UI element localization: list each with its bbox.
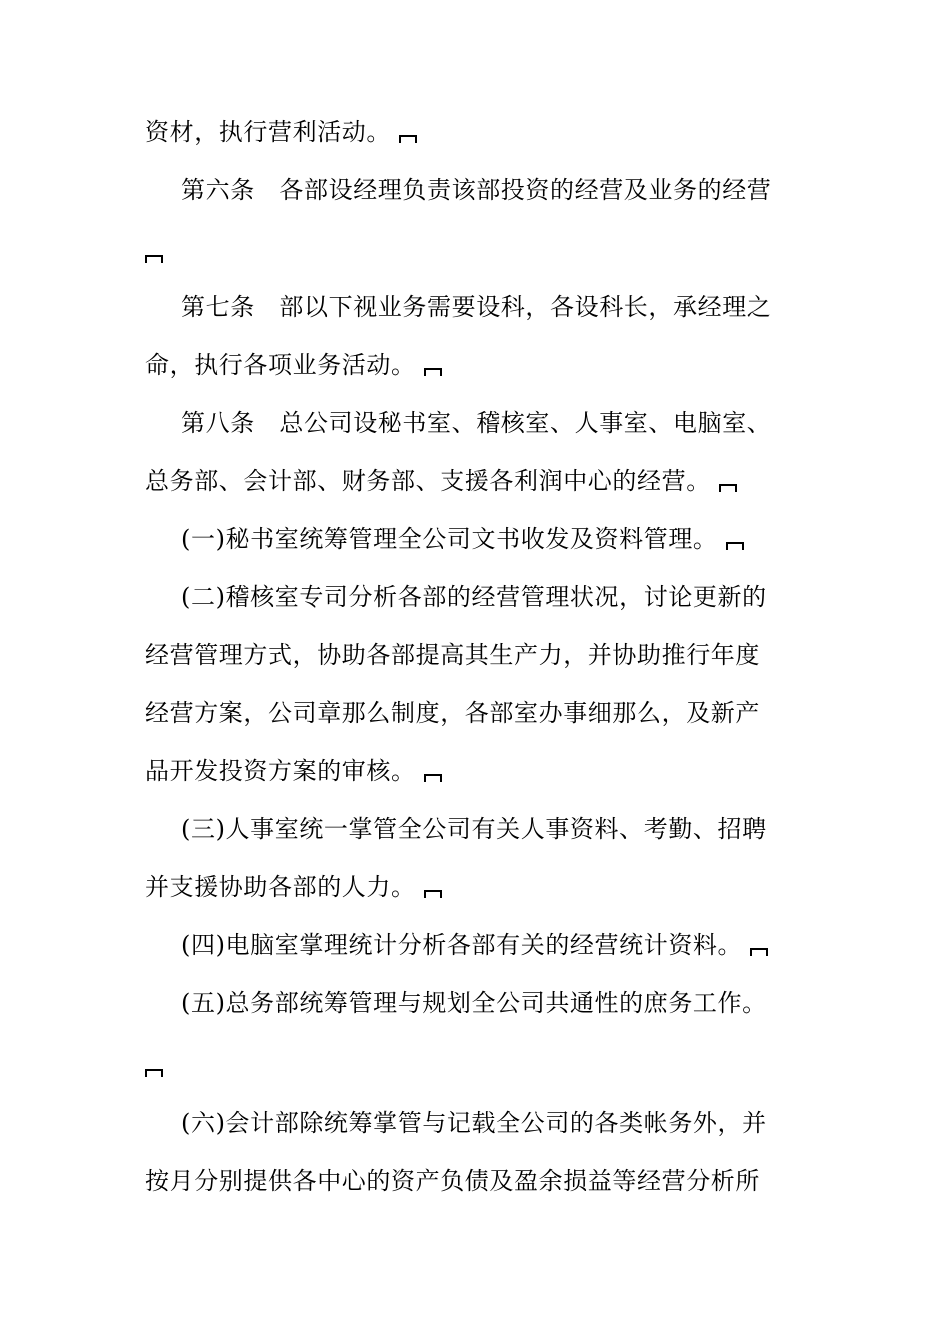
paragraph-mark-icon xyxy=(145,1066,165,1078)
text-line: 命，执行各项业务活动。 xyxy=(145,345,444,385)
text-line: 总务部、会计部、财务部、支援各利润中心的经营。 xyxy=(145,461,739,501)
text-line xyxy=(145,232,165,272)
article-eight: 第八条 总公司设秘书室、稽核室、人事室、电脑室、 xyxy=(181,409,772,437)
paragraph-mark-icon xyxy=(750,945,770,957)
paragraph-mark-icon xyxy=(424,887,444,899)
item-two: (二)稽核室专司分析各部的经营管理状况，讨论更新的 xyxy=(181,583,767,611)
article-six: 第六条 各部设经理负责该部投资的经营及业务的经营 xyxy=(181,176,772,204)
text-line: 并支援协助各部的人力。 xyxy=(145,867,444,907)
item-four: (四)电脑室掌理统计分析各部有关的经营统计资料。 xyxy=(181,925,770,965)
text-line: 经营方案，公司章那么制度，各部室办事细那么，及新产 xyxy=(145,699,760,727)
text-line: 品开发投资方案的审核。 xyxy=(145,751,444,791)
item-five: (五)总务部统筹管理与规划全公司共通性的庶务工作。 xyxy=(181,989,767,1017)
item-one: (一)秘书室统筹管理全公司文书收发及资料管理。 xyxy=(181,519,746,559)
item-three: (三)人事室统一掌管全公司有关人事资料、考勤、招聘 xyxy=(181,815,767,843)
paragraph-mark-icon xyxy=(399,132,419,144)
article-seven: 第七条 部以下视业务需要设科，各设科长，承经理之 xyxy=(181,293,772,321)
text-line xyxy=(145,1046,165,1086)
paragraph-mark-icon xyxy=(424,365,444,377)
text-line: 资材，执行营利活动。 xyxy=(145,112,419,152)
text-line: 按月分别提供各中心的资产负债及盈余损益等经营分析所 xyxy=(145,1167,760,1195)
paragraph-mark-icon xyxy=(719,481,739,493)
item-six: (六)会计部除统筹掌管与记载全公司的各类帐务外，并 xyxy=(181,1109,767,1137)
paragraph-mark-icon xyxy=(726,539,746,551)
text-line: 经营管理方式，协助各部提高其生产力，并协助推行年度 xyxy=(145,641,760,669)
paragraph-mark-icon xyxy=(145,252,165,264)
paragraph-mark-icon xyxy=(424,771,444,783)
